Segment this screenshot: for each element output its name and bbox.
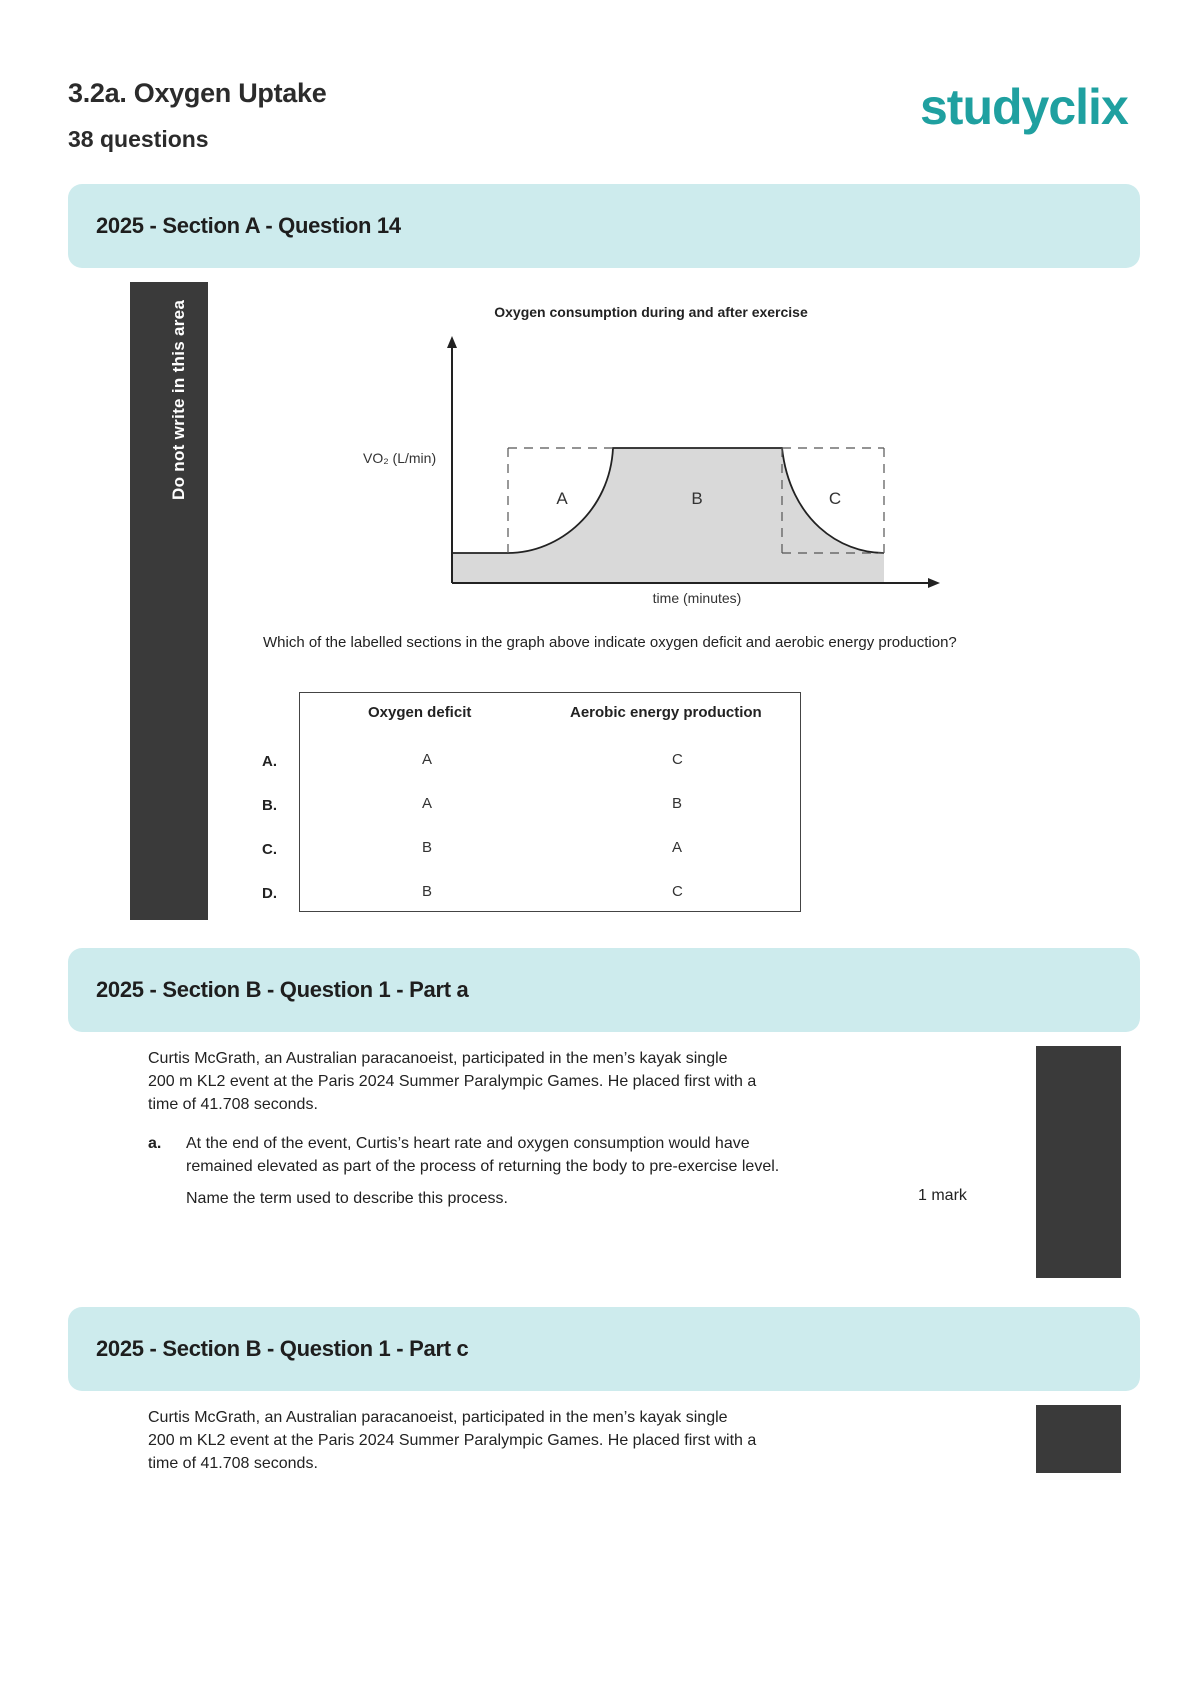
option-label[interactable]: C. (262, 841, 277, 858)
region-label-a: A (556, 489, 568, 508)
table-cell: B (422, 883, 433, 900)
table-header-aerobic: Aerobic energy production (570, 704, 762, 721)
margin-block (1036, 1046, 1121, 1278)
section-header-q1a[interactable] (68, 948, 1140, 1032)
section-header-q1c[interactable] (68, 1307, 1140, 1391)
stem-line: time of 41.708 seconds. (148, 1455, 318, 1472)
x-axis-arrow (928, 578, 940, 588)
marks-label: 1 mark (918, 1187, 967, 1204)
stem-line: time of 41.708 seconds. (148, 1096, 318, 1113)
stem-line: 200 m KL2 event at the Paris 2024 Summer Paralympic Games. He placed first with a (148, 1432, 757, 1449)
vo2-shaded-area (452, 448, 884, 583)
table-header-deficit: Oxygen deficit (368, 704, 472, 721)
part-label: a. (148, 1135, 162, 1152)
table-cell: B (422, 839, 433, 856)
stem-line: Curtis McGrath, an Australian paracanoeist, participated in the men’s kayak single (148, 1409, 728, 1426)
table-cell: C (672, 883, 683, 900)
stem-line: Curtis McGrath, an Australian paracanoeist, participated in the men’s kayak single (148, 1050, 728, 1067)
option-label[interactable]: A. (262, 753, 277, 770)
y-axis-arrow (447, 336, 457, 348)
y-axis-label: VO₂ (L/min) (363, 450, 437, 466)
part-line: remained elevated as part of the process of returning the body to pre-exercise level. (186, 1158, 780, 1175)
section-heading: 2025 - Section B - Question 1 - Part a (96, 977, 469, 1002)
table-cell: C (672, 751, 683, 768)
option-label[interactable]: D. (262, 885, 277, 902)
question-count: 38 questions (68, 126, 209, 152)
table-cell: A (672, 839, 683, 856)
stem-line: 200 m KL2 event at the Paris 2024 Summer Paralympic Games. He placed first with a (148, 1073, 757, 1090)
option-label[interactable]: B. (262, 797, 277, 814)
region-label-c: C (828, 489, 842, 508)
studyclix-logo[interactable]: studyclix (920, 79, 1128, 135)
graph-title: Oxygen consumption during and after exercise (494, 304, 808, 320)
do-not-write-label: Do not write in this area (169, 299, 188, 500)
section-heading: 2025 - Section B - Question 1 - Part c (96, 1336, 469, 1361)
x-axis-label: time (minutes) (652, 590, 742, 606)
part-line: At the end of the event, Curtis’s heart rate and oxygen consumption would have (186, 1135, 750, 1152)
table-cell: B (672, 795, 683, 812)
margin-block (1036, 1405, 1121, 1473)
table-cell: A (422, 795, 433, 812)
table-cell: A (422, 751, 433, 768)
region-label-b: B (691, 489, 703, 508)
instruction-text: Name the term used to describe this process. (186, 1190, 508, 1207)
section-heading: 2025 - Section A - Question 14 (96, 213, 401, 238)
oxygen-consumption-graph (0, 0, 1200, 620)
answer-table (299, 692, 801, 912)
question-stem: Which of the labelled sections in the graph above indicate oxygen deficit and aerobic energy production? (263, 634, 957, 651)
page-title: 3.2a. Oxygen Uptake (68, 78, 327, 108)
